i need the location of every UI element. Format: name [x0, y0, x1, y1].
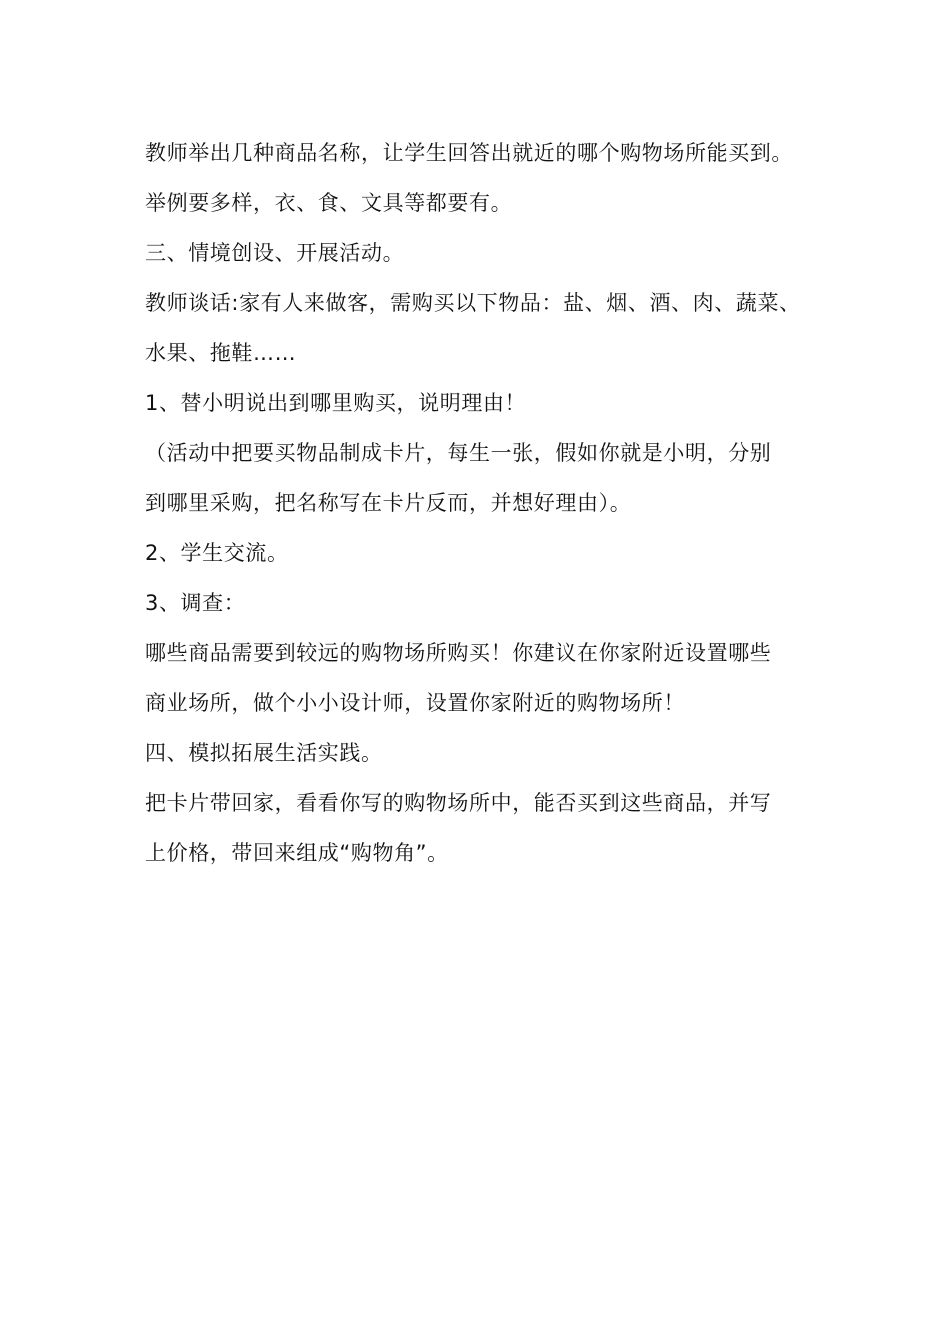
text-line-homework-cont: 上价格，带回来组成“购物角”。: [145, 841, 449, 865]
text-line-homework: 把卡片带回家，看看你写的购物场所中，能否买到这些商品，并写: [145, 791, 772, 815]
text-line-activity-note: （活动中把要买物品制成卡片，每生一张，假如你就是小明，分别: [145, 441, 772, 465]
step-one: 1、替小明说出到哪里购买，说明理由！: [145, 391, 527, 415]
text-line-survey-cont: 商业场所，做个小小设计师，设置你家附近的购物场所！: [145, 691, 685, 715]
text-line-teacher-talk: 教师谈话:家有人来做客，需购买以下物品：盐、烟、酒、肉、蔬菜、: [145, 291, 801, 315]
section-heading-four: 四、模拟拓展生活实践。: [145, 741, 383, 765]
document-body: [145, 128, 835, 878]
step-two: 2、学生交流。: [145, 541, 289, 565]
section-heading-three: 三、情境创设、开展活动。: [145, 241, 405, 265]
text-line-survey: 哪些商品需要到较远的购物场所购买！你建议在你家附近设置哪些: [145, 641, 772, 665]
text-line-activity-note-cont: 到哪里采购，把名称写在卡片反而，并想好理由）。: [145, 491, 632, 515]
step-three: 3、调查：: [145, 591, 246, 615]
text-line-examples: 举例要多样，衣、食、文具等都要有。: [145, 191, 513, 215]
text-line-teacher-talk-cont: 水果、拖鞋……: [145, 341, 297, 365]
text-line-activity-intro: 教师举出几种商品名称，让学生回答出就近的哪个购物场所能买到。: [145, 141, 793, 165]
